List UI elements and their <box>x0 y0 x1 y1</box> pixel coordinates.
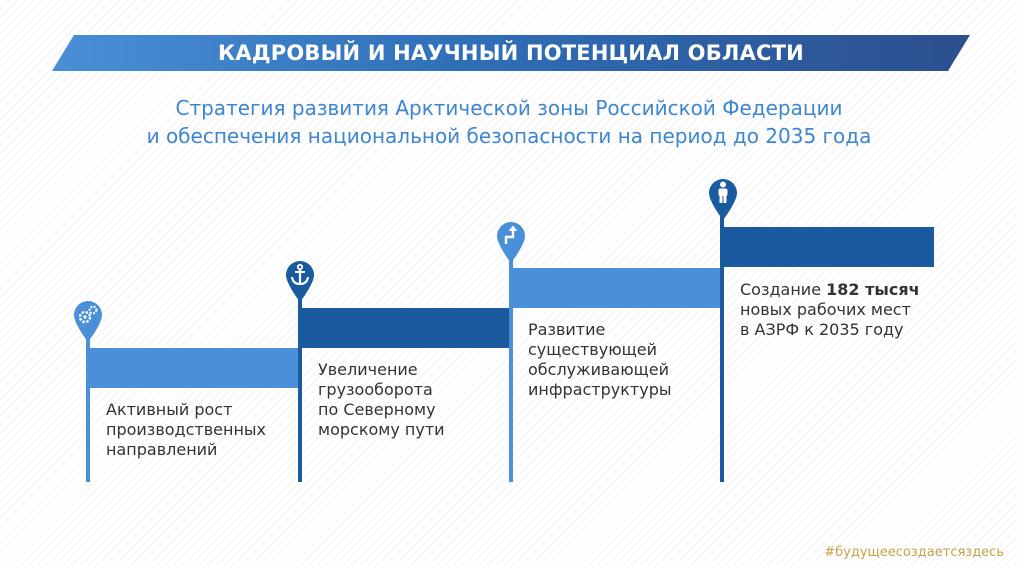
anchor-icon <box>283 258 317 304</box>
hashtag: #будущеесоздаетсяздесь <box>824 545 1004 560</box>
step-3-label: Развитие существующей обслуживающей инфраструктуры <box>528 320 672 399</box>
step-1-bar <box>86 348 300 388</box>
gears-icon <box>71 298 105 344</box>
up-turn-arrow-icon <box>494 219 528 265</box>
step-1-label: Активный рост производственных направлений <box>106 400 267 459</box>
page-title: КАДРОВЫЙ И НАУЧНЫЙ ПОТЕНЦИАЛ ОБЛАСТИ <box>218 41 804 65</box>
step-3-bar <box>509 268 723 308</box>
step-2-bar <box>298 308 510 348</box>
person-icon <box>706 176 740 222</box>
subtitle-line-2: и обеспечения национальной безопасности на период до 2035 года <box>146 124 872 148</box>
step-2-label: Увеличение грузооборота по Северному морскому пути <box>318 360 445 439</box>
subtitle-line-1: Стратегия развития Арктической зоны Российской Федерации <box>175 96 843 120</box>
step-4-bar <box>720 227 934 267</box>
step-4-label: Создание 182 тысяч новых рабочих мест в АЗРФ к 2035 году <box>740 280 920 339</box>
